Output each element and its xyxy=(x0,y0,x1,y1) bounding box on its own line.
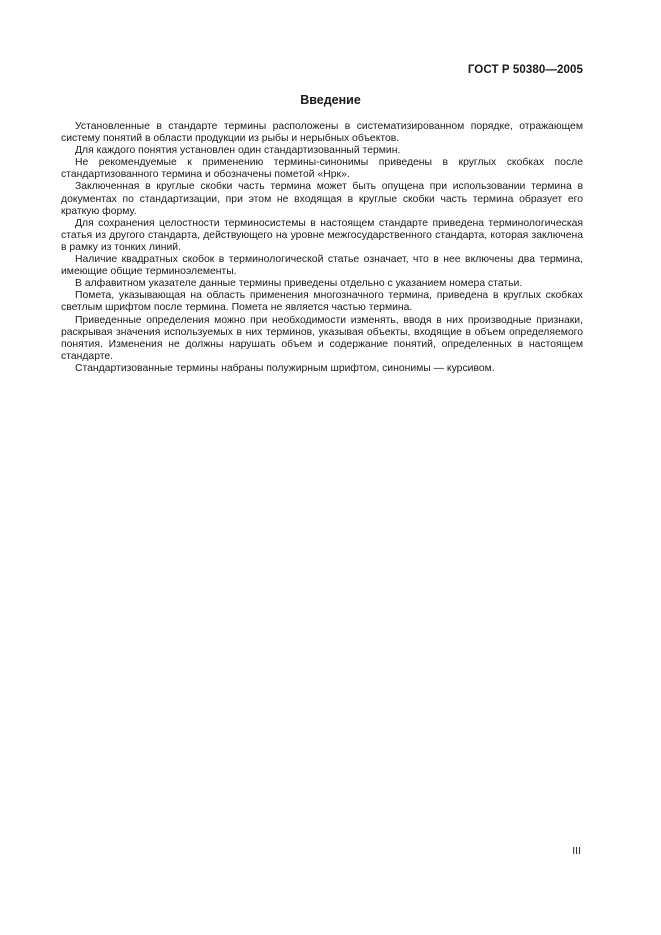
paragraph: Установленные в стандарте термины расположены в систематизированном порядке, отражающем систему понятий в области продукции из рыбы и нерыбных объектов. xyxy=(61,121,583,145)
paragraph: Помета, указывающая на область применения многозначного термина, приведена в круглых скобках светлым шрифтом после термина. Помета не является частью термина. xyxy=(61,290,583,314)
body-text xyxy=(61,121,583,375)
paragraph: Стандартизованные термины набраны полужирным шрифтом, синонимы — курсивом. xyxy=(75,362,495,374)
paragraph: В алфавитном указателе данные термины приведены отдельно с указанием номера статьи. xyxy=(75,278,523,290)
paragraph: Для каждого понятия установлен один стандартизованный термин. xyxy=(75,145,401,157)
section-title: Введение xyxy=(300,93,361,107)
paragraph: Для сохранения целостности терминосистемы в настоящем стандарте приведена терминологическая статья из другого стандарта, действующего на уровне межгосударственного стандарта, которая заключена в рамку из тонких линий. xyxy=(61,217,583,253)
paragraph: Не рекомендуемые к применению термины-синонимы приведены в круглых скобках после стандартизованного термина и обозначены пометой «Нрк». xyxy=(61,157,583,181)
document-code: ГОСТ Р 50380—2005 xyxy=(467,64,583,76)
paragraph: Наличие квадратных скобок в терминологической статье означает, что в нее включены два термина, имеющие общие терминоэлементы. xyxy=(61,254,583,278)
page-number: III xyxy=(572,845,581,857)
paragraph: Заключенная в круглые скобки часть термина может быть опущена при использовании термина в документах по стандартизации, при этом не входящая в круглые скобки часть термина образует его краткую форму. xyxy=(61,181,583,217)
paragraph: Приведенные определения можно при необходимости изменять, вводя в них производные признаки, раскрывая значения используемых в них терминов, указывая объекты, входящие в объем определяемого понятия. Изменения не должны нарушать объем и содержание понятий, определенных в настоящем стандарте. xyxy=(61,314,583,362)
